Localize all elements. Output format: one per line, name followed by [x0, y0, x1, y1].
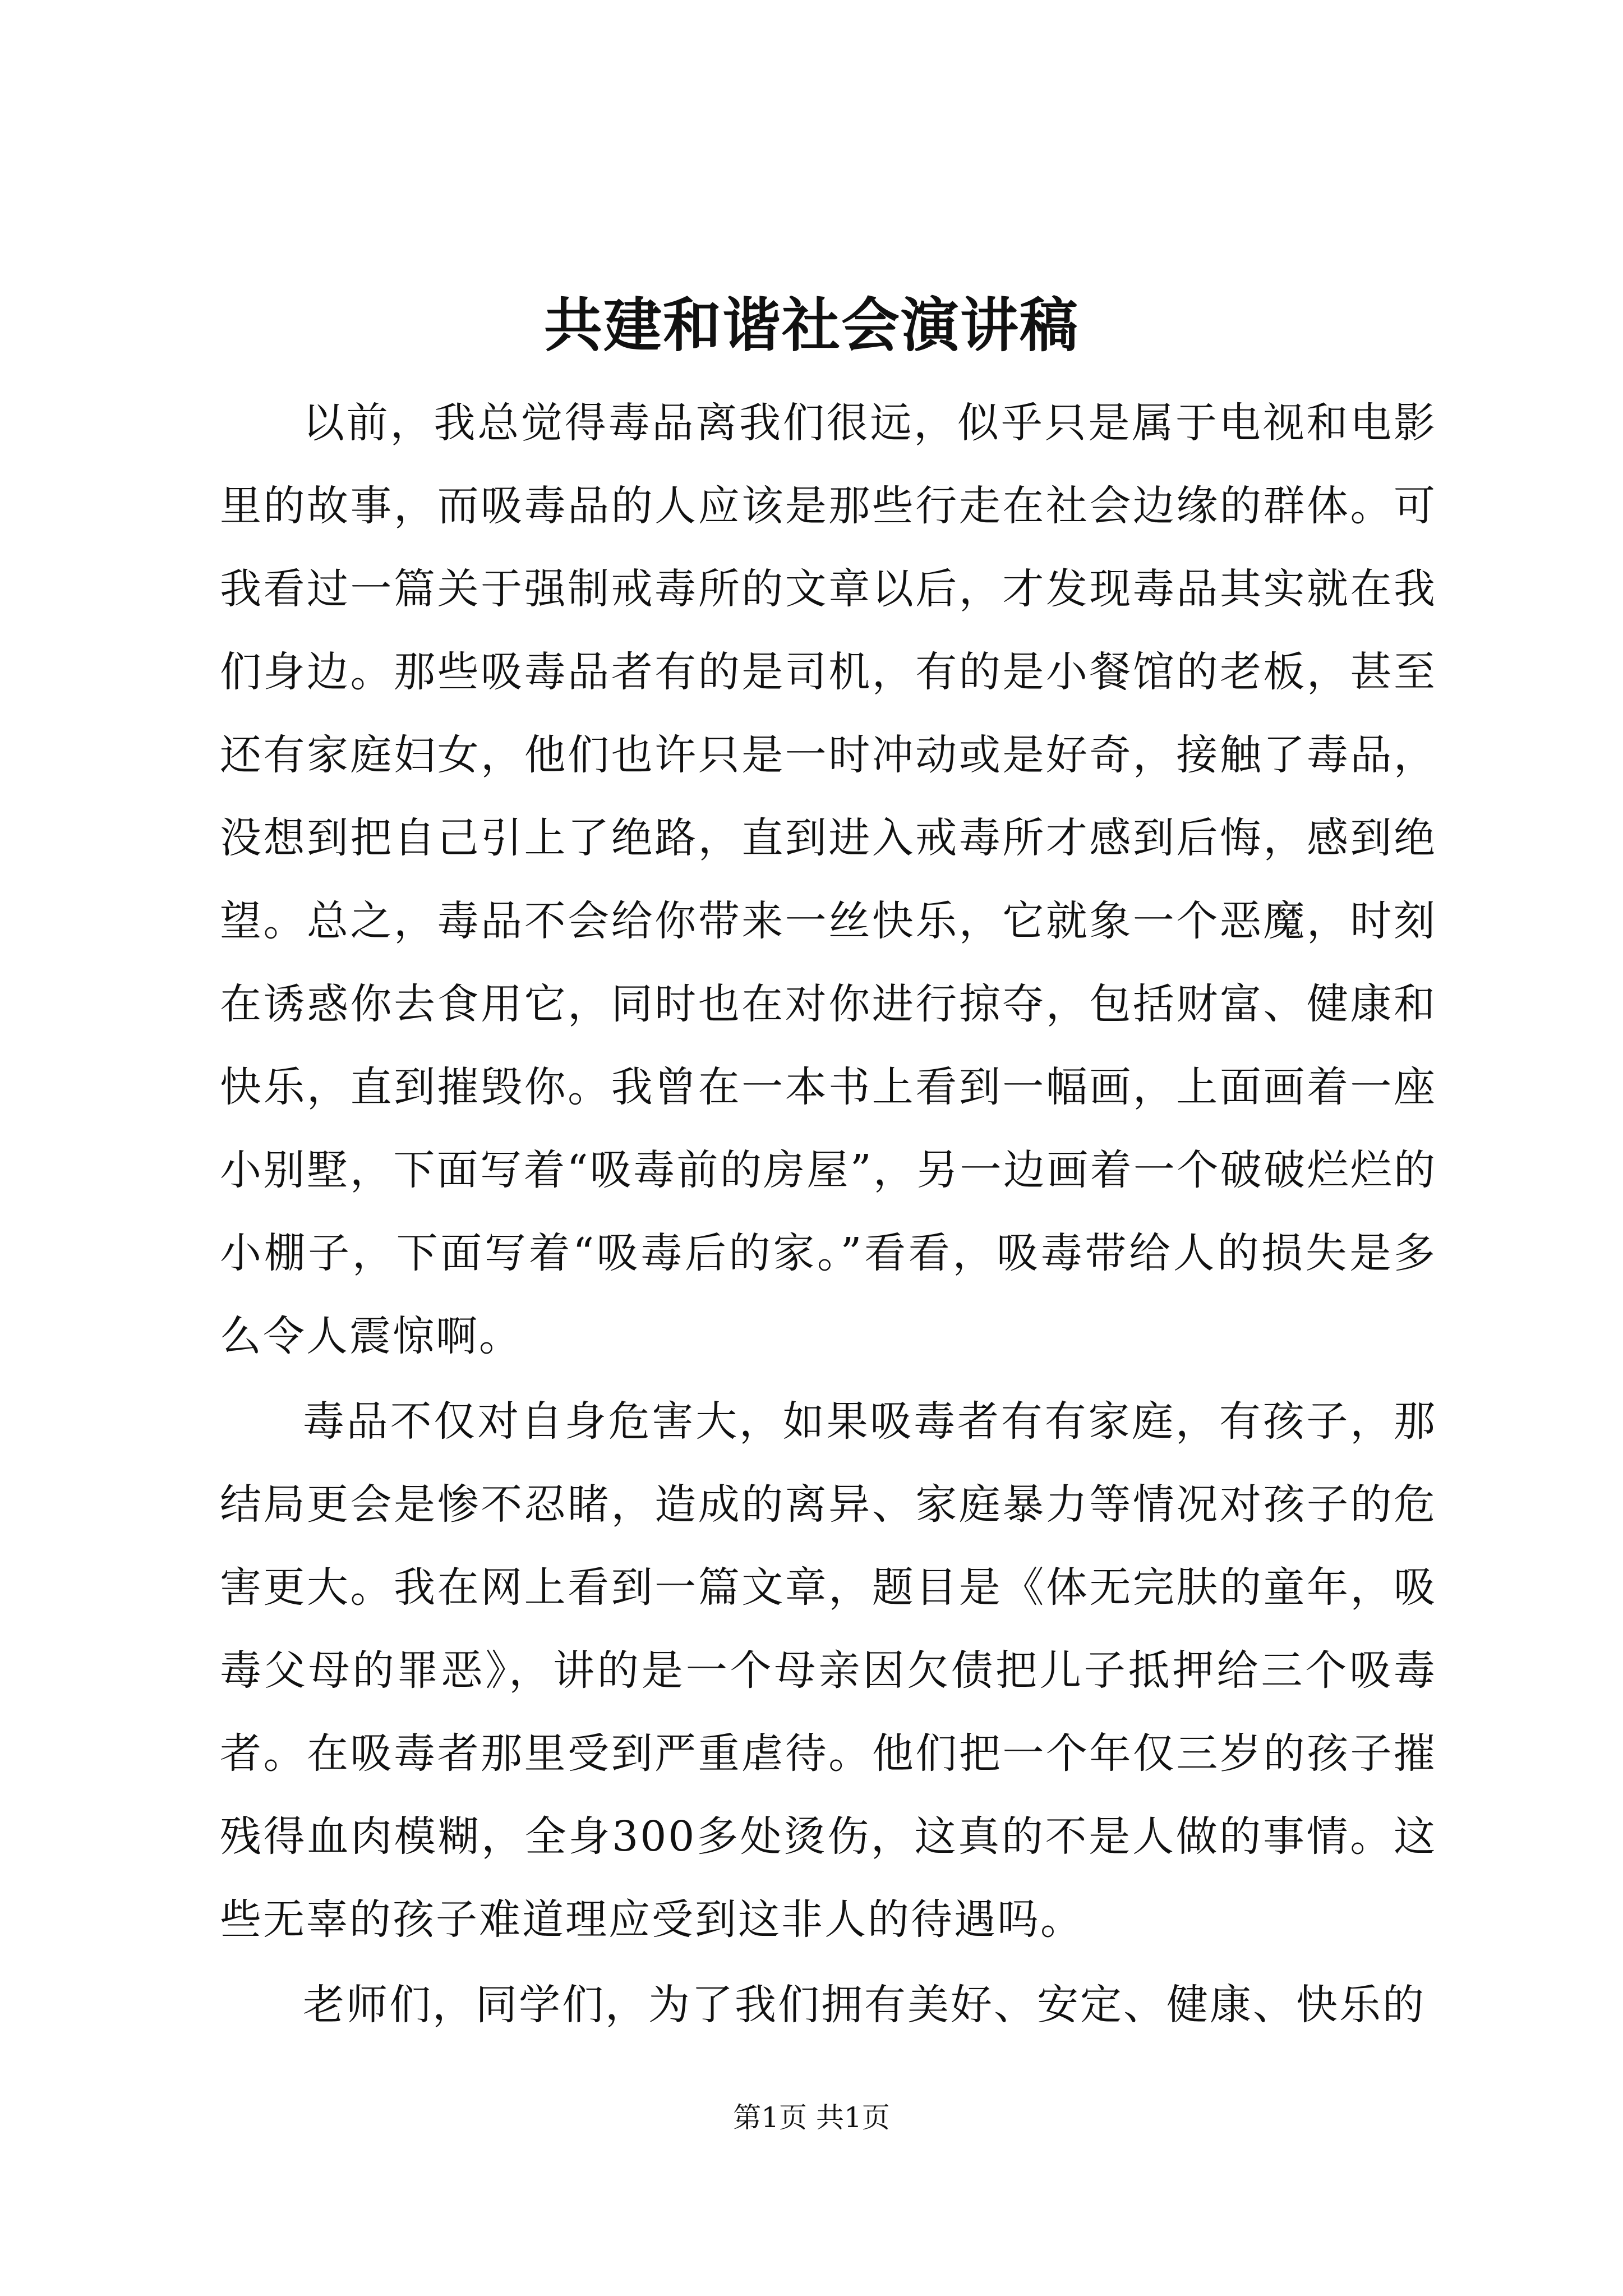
document-title: 共建和谐社会演讲稿 — [543, 291, 1079, 360]
document-body — [220, 381, 1437, 2049]
paragraph-2: 毒品不仅对自身危害大，如果吸毒者有有家庭，有孩子，那结局更会是惨不忍睹，造成的离异、家庭暴力等情况对孩子的危害更大。我在网上看到一篇文章，题目是《体无完肤的童年，吸毒父母的罪恶》，讲的是一个母亲因欠债把儿子抵押给三个吸毒者。在吸毒者那里受到严重虐待。他们把一个年仅三岁的孩子摧残得血肉模糊，全身300多处烫伤，这真的不是人做的事情。这些无辜的孩子难道理应受到这非人的待遇吗。 — [220, 1397, 1437, 1944]
paragraph-1: 以前，我总觉得毒品离我们很远，似乎只是属于电视和电影里的故事，而吸毒品的人应该是那些行走在社会边缘的群体。可我看过一篇关于强制戒毒所的文章以后，才发现毒品其实就在我们身边。那些吸毒品者有的是司机，有的是小餐馆的老板，甚至还有家庭妇女，他们也许只是一时冲动或是好奇，接触了毒品，没想到把自己引上了绝路，直到进入戒毒所才感到后悔，感到绝望。总之，毒品不会给你带来一丝快乐，它就象一个恶魔，时刻在诱惑你去食用它，同时也在对你进行掠夺，包括财富、健康和快乐，直到摧毁你。我曾在一本书上看到一幅画，上面画着一座小别墅，下面写着“吸毒前的房屋”，另一边画着一个破破烂烂的小棚子，下面写着“吸毒后的家。”看看，吸毒带给人的损失是多么令人震惊啊。 — [220, 399, 1437, 1360]
paragraph-3: 老师们，同学们，为了我们拥有美好、安定、健康、快乐的 — [303, 1981, 1426, 2029]
page-footer: 第1页 共1页 — [733, 2101, 890, 2134]
